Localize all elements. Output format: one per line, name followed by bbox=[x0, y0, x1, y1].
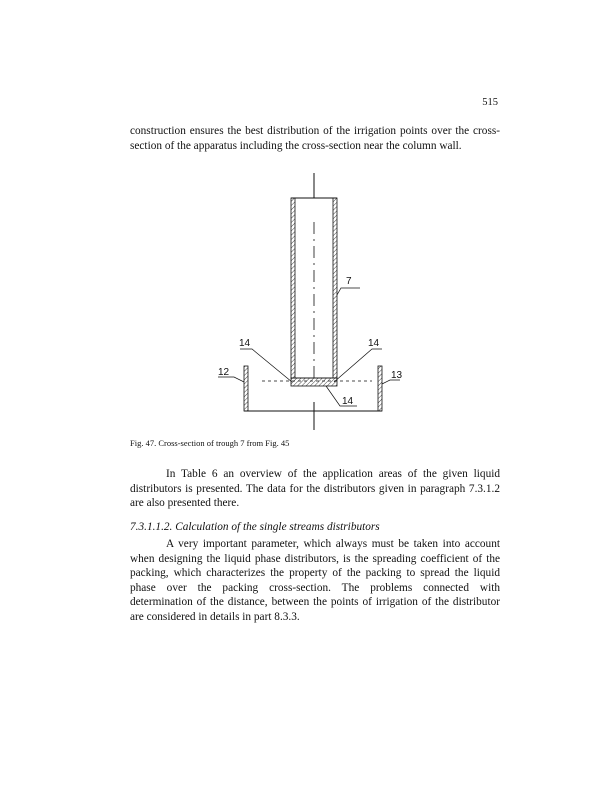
label-14-right: 14 bbox=[368, 338, 380, 349]
figure-caption: Fig. 47. Cross-section of trough 7 from Fig. 45 bbox=[130, 438, 290, 448]
pipe-bottom-cap bbox=[291, 378, 337, 386]
leader-14-bottom bbox=[326, 386, 357, 406]
pipe-right-wall bbox=[333, 198, 337, 378]
label-12: 12 bbox=[218, 367, 230, 378]
leader-13 bbox=[382, 380, 400, 384]
label-14-bottom: 14 bbox=[342, 396, 354, 407]
label-14-left: 14 bbox=[239, 338, 251, 349]
intro-paragraph: construction ensures the best distribution of the irrigation points over the cross-section of the apparatus including the cross-section near the column wall. bbox=[130, 125, 500, 152]
trough-left-wall bbox=[244, 366, 248, 411]
page-number: 515 bbox=[482, 97, 498, 108]
table-paragraph: In Table 6 an overview of the application areas of the given liquid distributors is presented. The data for the distributors given in paragraph 7.3.1.2 are also presented there. bbox=[130, 468, 500, 509]
label-7: 7 bbox=[346, 276, 352, 287]
trough-right-wall bbox=[378, 366, 382, 411]
label-13: 13 bbox=[391, 370, 403, 381]
leader-12 bbox=[218, 377, 244, 382]
section-paragraph: A very important parameter, which always must be taken into account when designing the liquid phase distributors, is the spreading coefficient of the packing, which characterizes the property of the packing to spread the liquid phase over the packing cross-section. The problems connected with determination of the distance, between the points of irrigation of the distributor are considered in details in part 8.3.3. bbox=[130, 538, 500, 623]
leader-7 bbox=[337, 288, 360, 295]
pipe-left-wall bbox=[291, 198, 295, 378]
section-heading: 7.3.1.1.2. Calculation of the single streams distributors bbox=[130, 521, 380, 533]
leader-14-left bbox=[240, 349, 292, 382]
leader-14-right bbox=[334, 349, 382, 382]
